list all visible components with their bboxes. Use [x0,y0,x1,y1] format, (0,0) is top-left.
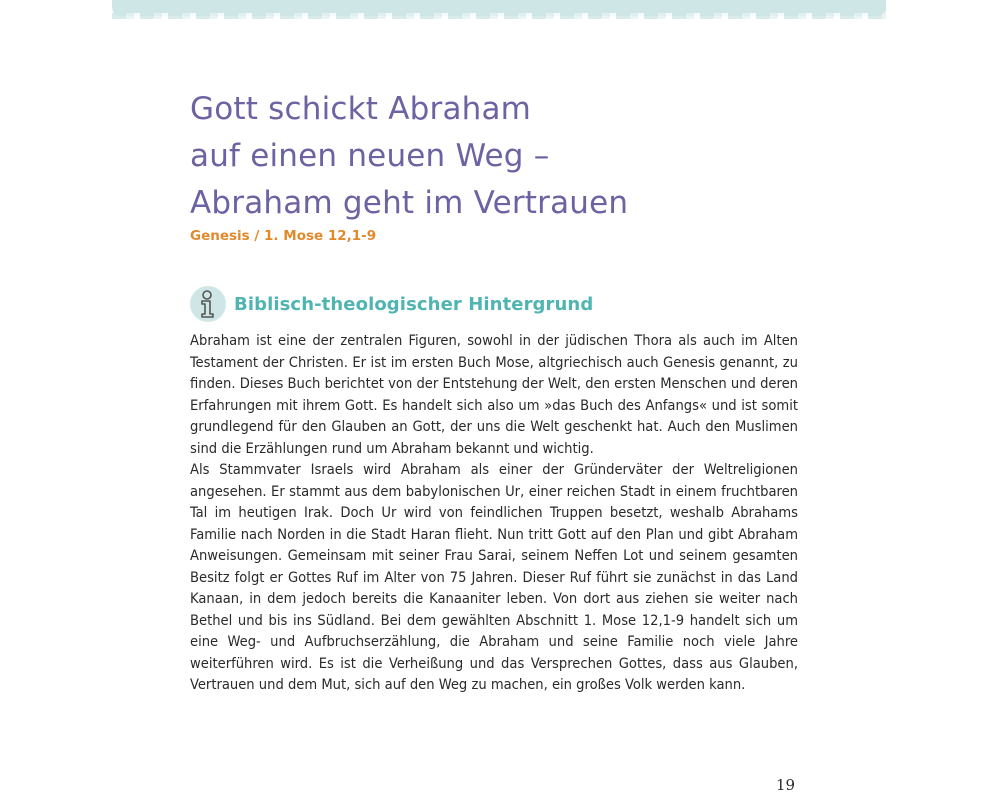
bible-reference: Genesis / 1. Mose 12,1-9 [190,228,377,244]
title-line-3: Abraham geht im Vertrauen [190,185,629,221]
section-heading [190,285,593,323]
title-line-1: Gott schickt Abraham [190,91,532,127]
title-line-2: auf einen neuen Weg – [190,138,550,174]
body-text [190,330,798,696]
page-number: 19 [776,776,796,794]
paragraph-2: Als Stammvater Israels wird Abraham als einer der Gründerväter der Weltreligionen angesehen. Er stammt aus dem babylonischen Ur, einer reichen Stadt in einem fruchtbaren Tal im heutigen Irak. Doch Ur wird von feindlichen Truppen besetzt, weshalb Abrahams Familie nach Norden in die Stadt Haran flieht. Nun tritt Gott auf den Plan und gibt Abraham Anweisungen. Gemeinsam mit seiner Frau Sarai, seinem Neffen Lot und seinem gesamten Besitz folgt er Gottes Ruf im Alter von 75 Jahren. Dieser Ruf führt sie zunächst in das Land Kanaan, in dem jedoch bereits die Kanaaniter leben. Von dort aus ziehen sie weiter nach Bethel und bis ins Südland. Bei dem gewählten Abschnitt 1. Mose 12,1-9 handelt sich um eine Weg- und Aufbruchserzählung, die Abraham und seine Familie noch viele Jahre weiterführen wird. Es ist die Verheißung und das Versprechen Gottes, dass aus Glauben, Vertrauen und dem Mut, sich auf den Weg zu machen, ein großes Volk werden kann. [190,461,798,693]
page-title [190,86,750,227]
decorative-top-band [112,0,886,16]
info-icon [190,286,226,322]
paragraph-1: Abraham ist eine der zentralen Figuren, sowohl in der jüdischen Thora als auch im Alten Testament der Christen. Er ist im ersten Buch Mose, altgriechisch auch Genesis genannt, zu finden. Dieses Buch berichtet von der Entstehung der Welt, den ersten Menschen und deren Erfahrungen mit ihrem Gott. Es handelt sich also um »das Buch des Anfangs« und ist somit grundlegend für den Glauben an Gott, der uns die Welt geschenkt hat. Auch den Muslimen sind die Erzählungen rund um Abraham bekannt und wichtig. [190,332,798,457]
section-title: Biblisch-theologischer Hintergrund [234,293,594,315]
